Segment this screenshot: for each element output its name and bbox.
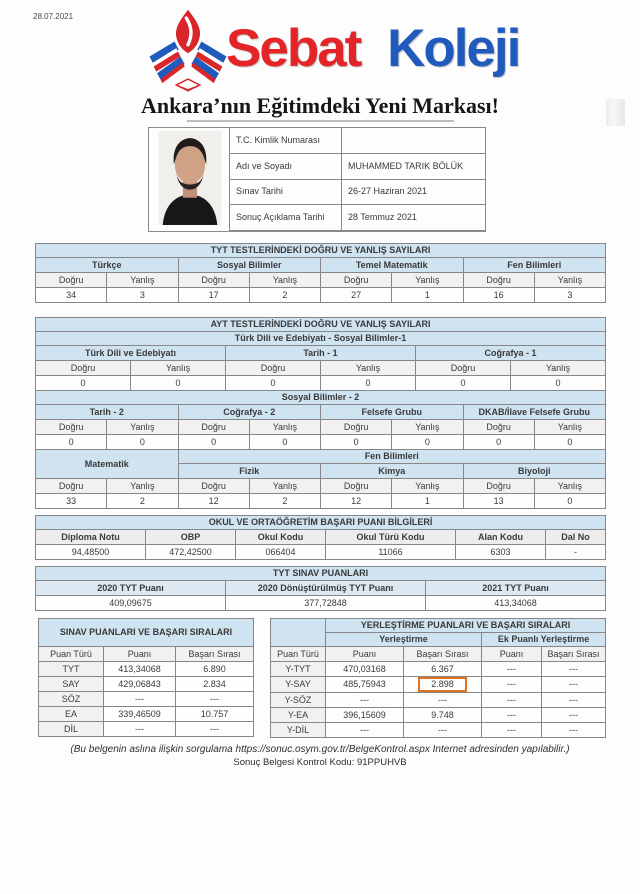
score-cell: 0 [226,376,321,391]
score-value: 396,15609 [326,708,404,723]
score-cell: 0 [511,376,606,391]
wrong-label: Yanlış [392,273,463,288]
score-cell: 0 [107,435,178,450]
score-type: DİL [39,722,104,737]
table-title: SINAV PUANLARI VE BAŞARI SIRALARI [39,619,254,647]
score-cell: 2 [107,494,178,509]
score-value: 485,75943 [326,677,404,693]
table-row [36,273,606,288]
score-type: Y-SAY [271,677,326,693]
flame-icon [176,10,200,53]
rank-value: --- [404,723,482,738]
correct-label: Doğru [226,361,321,376]
table-row [36,530,606,545]
score-cell: 1 [392,494,463,509]
section-title: Türk Dili ve Edebiyatı - Sosyal Bilimler-1 [36,332,606,346]
table-row [36,479,606,494]
sinav-puanlari-table [38,618,254,737]
value-cell: 472,42500 [146,545,236,560]
table-row [36,244,606,258]
score-cell: 2 [249,288,320,303]
group-header: Felsefe Grubu [321,405,464,420]
column-header: Başarı Sırası [176,647,254,662]
group-header: Ek Puanlı Yerleştirme [482,633,606,647]
rank-value: --- [176,692,254,707]
column-header: Diploma Notu [36,530,146,545]
wrong-label: Yanlış [392,420,463,435]
table-row [36,567,606,581]
group-header: Coğrafya - 1 [416,346,606,361]
page-date: 28.07.2021 [33,12,74,21]
table-title: YERLEŞTİRME PUANLARI VE BAŞARI SIRALARI [326,619,606,633]
ek-score-value: --- [482,662,542,677]
school-name [226,18,519,79]
wrong-label: Yanlış [249,420,320,435]
highlight-box: 2.898 [418,677,467,692]
rank-value: 6.367 [404,662,482,677]
score-cell: 27 [321,288,392,303]
score-cell: 3 [107,288,178,303]
correct-label: Doğru [36,273,107,288]
score-type: SAY [39,677,104,692]
ek-rank-value: --- [542,677,606,693]
score-cell: 13 [463,494,534,509]
value-cell: 066404 [236,545,326,560]
info-label: Sonuç Açıklama Tarihi [230,205,342,231]
wrong-label: Yanlış [249,273,320,288]
table-title: TYT SINAV PUANLARI [36,567,606,581]
score-cell: 0 [36,376,131,391]
score-cell: 0 [321,376,416,391]
ek-score-value: --- [482,677,542,693]
student-info-box [148,127,486,232]
table-row [36,361,606,376]
ek-rank-value: --- [542,723,606,738]
wrong-label: Yanlış [534,479,605,494]
score-cell: 0 [416,376,511,391]
group-header: Fen Bilimleri [178,450,606,464]
score-cell: 3 [534,288,605,303]
table-title: OKUL VE ORTAÖĞRETİM BAŞARI PUANI BİLGİLERİ [36,516,606,530]
score-type: Y-SÖZ [271,693,326,708]
table-row [39,619,254,647]
student-info-table [229,127,486,231]
table-title: TYT TESTLERİNDEKİ DOĞRU VE YANLIŞ SAYILARI [36,244,606,258]
group-header: Fizik [178,464,321,479]
score-cell: 16 [463,288,534,303]
correct-label: Doğru [321,273,392,288]
ek-rank-value: --- [542,708,606,723]
column-header: Puan Türü [271,647,326,662]
table-row [271,677,606,693]
rank-value: 2.834 [176,677,254,692]
score-cell: 0 [463,435,534,450]
score-type: SÖZ [39,692,104,707]
column-header: Puanı [482,647,542,662]
info-value: MUHAMMED TARIK BÖLÜK [342,153,486,179]
column-header: 2021 TYT Puanı [426,581,606,596]
group-header: Biyoloji [463,464,606,479]
school-tagline: Ankara’nın Eğitimdeki Yeni Markası! [141,93,499,118]
score-type: TYT [39,662,104,677]
wrong-label: Yanlış [107,420,178,435]
score-value: --- [326,723,404,738]
table-row [36,596,606,611]
ayt-table [35,317,606,509]
correct-label: Doğru [321,420,392,435]
correct-label: Doğru [416,361,511,376]
score-cell: 0 [178,435,249,450]
column-header: 2020 TYT Puanı [36,581,226,596]
table-row [39,677,254,692]
correct-label: Doğru [463,273,534,288]
portrait-photo-icon [158,131,222,225]
value-cell: 409,09675 [36,596,226,611]
column-header: Puanı [326,647,404,662]
score-value: 413,34068 [104,662,176,677]
score-value: --- [104,722,176,737]
column-header: Dal No [546,530,606,545]
column-header: Puanı [104,647,176,662]
ek-score-value: --- [482,708,542,723]
score-value: 339,46509 [104,707,176,722]
table-row [36,405,606,420]
table-row [36,450,606,464]
score-cell: 12 [321,494,392,509]
group-header: Tarih - 1 [226,346,416,361]
info-value [342,128,486,154]
correct-label: Doğru [36,361,131,376]
rank-value: 9.748 [404,708,482,723]
rank-value: 6.890 [176,662,254,677]
ek-score-value: --- [482,693,542,708]
column-header: 2020 Dönüştürülmüş TYT Puanı [226,581,426,596]
column-header: Alan Kodu [456,530,546,545]
score-cell: 0 [36,435,107,450]
table-row [36,332,606,346]
ek-score-value: --- [482,723,542,738]
table-row [271,723,606,738]
score-type: Y-TYT [271,662,326,677]
value-cell: 94,48500 [36,545,146,560]
table-row [36,318,606,332]
column-header: OBP [146,530,236,545]
group-header: Tarih - 2 [36,405,179,420]
rank-value: --- [404,693,482,708]
table-row [36,288,606,303]
wrong-label: Yanlış [511,361,606,376]
table-row [36,494,606,509]
score-cell: 0 [534,494,605,509]
table-row [271,708,606,723]
table-row [39,692,254,707]
table-row [230,205,486,231]
group-header: DKAB/İlave Felsefe Grubu [463,405,606,420]
score-cell: 34 [36,288,107,303]
wrong-label: Yanlış [107,479,178,494]
table-row [39,662,254,677]
table-row [36,516,606,530]
wrong-label: Yanlış [249,479,320,494]
correct-label: Doğru [463,420,534,435]
school-name-blue: Koleji [387,19,520,78]
table-row [36,376,606,391]
rank-value-highlighted [404,677,482,693]
correct-label: Doğru [178,420,249,435]
yerlestirme-table [270,618,606,738]
wrong-label: Yanlış [392,479,463,494]
table-row [230,128,486,154]
group-header: Temel Matematik [321,258,464,273]
group-header: Fen Bilimleri [463,258,606,273]
score-cell: 0 [131,376,226,391]
score-cell: 17 [178,288,249,303]
info-value: 26-27 Haziran 2021 [342,179,486,205]
correct-label: Doğru [178,273,249,288]
group-header: Sosyal Bilimler [178,258,321,273]
correct-label: Doğru [463,479,534,494]
table-row [230,179,486,205]
score-value: --- [326,693,404,708]
correct-label: Doğru [36,479,107,494]
table-row [39,647,254,662]
table-row [36,435,606,450]
table-row [230,153,486,179]
score-cell: 2 [249,494,320,509]
value-cell: 413,34068 [426,596,606,611]
table-row [271,647,606,662]
school-logo-icon [146,8,230,100]
ek-rank-value: --- [542,693,606,708]
column-header: Başarı Sırası [542,647,606,662]
group-header: Türkçe [36,258,179,273]
score-cell: 0 [249,435,320,450]
table-row [36,258,606,273]
table-row [39,707,254,722]
table-row [36,391,606,405]
table-row [39,722,254,737]
score-cell: 0 [321,435,392,450]
rank-value: --- [176,722,254,737]
footer [0,744,640,768]
group-header: Matematik [36,450,179,479]
table-row [36,346,606,361]
group-header: Coğrafya - 2 [178,405,321,420]
score-cell: 0 [534,435,605,450]
info-label: Sınav Tarihi [230,179,342,205]
info-label: T.C. Kimlik Numarası [230,128,342,154]
group-header: Kimya [321,464,464,479]
score-value: 429,06843 [104,677,176,692]
correct-label: Doğru [321,479,392,494]
info-label: Adı ve Soyadı [230,153,342,179]
tyt-puan-table [35,566,606,611]
table-row [36,420,606,435]
column-header: Okul Türü Kodu [326,530,456,545]
control-code: Sonuç Belgesi Kontrol Kodu: 91PPUHVB [233,757,407,768]
corner-cell [271,619,326,647]
tyt-table [35,243,606,303]
score-cell: 1 [392,288,463,303]
column-header: Puan Türü [39,647,104,662]
table-row [271,693,606,708]
table-row [271,662,606,677]
score-type: Y-DİL [271,723,326,738]
info-value: 28 Temmuz 2021 [342,205,486,231]
table-row [271,619,606,633]
score-value: 470,03168 [326,662,404,677]
correct-label: Doğru [178,479,249,494]
okul-table [35,515,606,560]
wrong-label: Yanlış [131,361,226,376]
table-row [36,581,606,596]
score-type: Y-EA [271,708,326,723]
score-cell: 33 [36,494,107,509]
ek-rank-value: --- [542,662,606,677]
header-divider [187,120,454,122]
column-header: Okul Kodu [236,530,326,545]
value-cell: 6303 [456,545,546,560]
section-title: Sosyal Bilimler - 2 [36,391,606,405]
wrong-label: Yanlış [107,273,178,288]
value-cell: 377,72848 [226,596,426,611]
wrong-label: Yanlış [534,273,605,288]
correct-label: Doğru [36,420,107,435]
score-cell: 12 [178,494,249,509]
wrong-label: Yanlış [534,420,605,435]
school-name-red: Sebat [226,19,361,78]
verification-note: (Bu belgenin aslına ilişkin sorgulama https://sonuc.osym.gov.tr/BelgeKontrol.aspx Internet adresinden yapılabilir.) [70,744,570,755]
value-cell: - [546,545,606,560]
student-photo [152,131,228,227]
column-header: Başarı Sırası [404,647,482,662]
value-cell: 11066 [326,545,456,560]
rank-value: 10.757 [176,707,254,722]
table-row [36,545,606,560]
group-header: Yerleştirme [326,633,482,647]
table-title: AYT TESTLERİNDEKİ DOĞRU VE YANLIŞ SAYILARI [36,318,606,332]
score-value: --- [104,692,176,707]
group-header: Türk Dili ve Edebiyatı [36,346,226,361]
wrong-label: Yanlış [321,361,416,376]
score-type: EA [39,707,104,722]
score-cell: 0 [392,435,463,450]
